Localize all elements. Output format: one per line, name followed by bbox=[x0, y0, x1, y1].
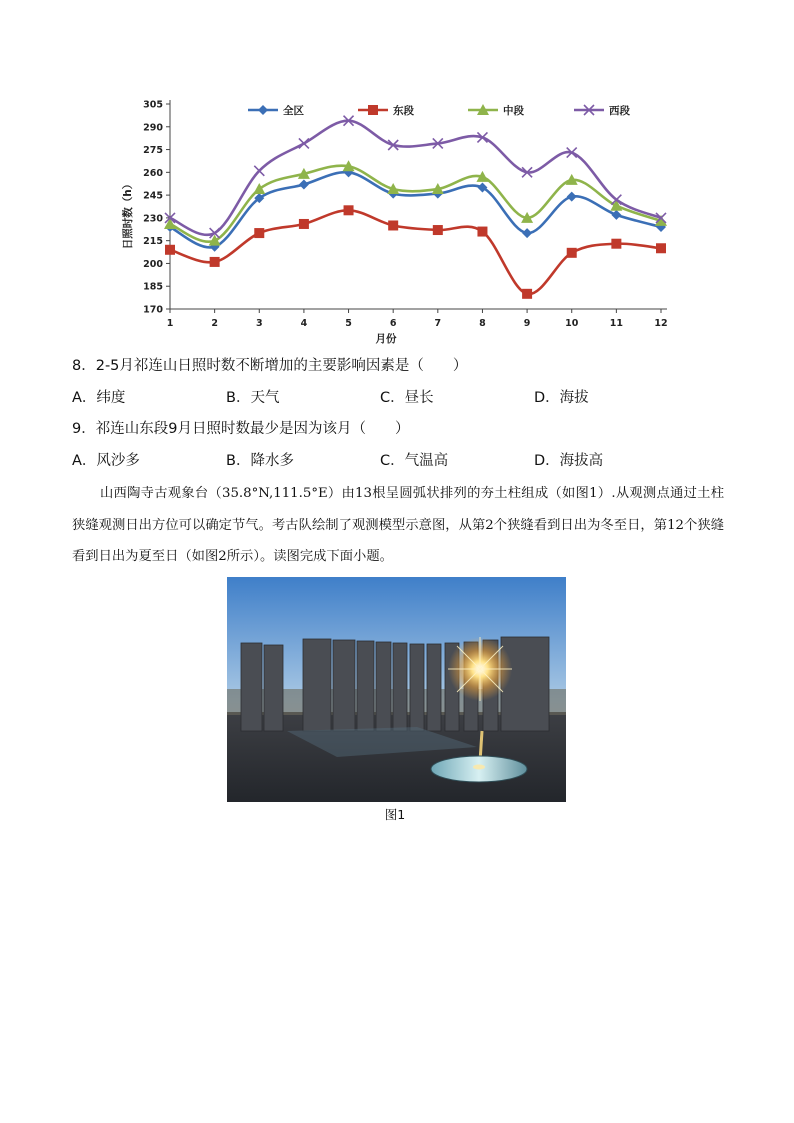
y-tick-label: 305 bbox=[143, 99, 163, 111]
legend-label-west: 西段 bbox=[609, 105, 630, 117]
x-axis-label: 月份 bbox=[375, 333, 397, 345]
x-tick-label: 12 bbox=[654, 318, 668, 329]
q9-option-c[interactable]: C．气温高 bbox=[380, 453, 449, 469]
q8-option-a[interactable]: A．纬度 bbox=[72, 390, 126, 406]
q8-option-b[interactable]: B．天气 bbox=[226, 390, 280, 406]
y-tick-label: 275 bbox=[143, 145, 163, 157]
chart-axes bbox=[143, 100, 667, 330]
legend-marker-all bbox=[258, 105, 268, 115]
legend-label-east: 东段 bbox=[393, 105, 414, 117]
legend-label-middle: 中段 bbox=[503, 105, 524, 117]
series-line-east bbox=[170, 210, 661, 294]
x-tick-label: 9 bbox=[523, 318, 531, 329]
y-tick-label: 260 bbox=[143, 167, 163, 179]
y-tick-label: 245 bbox=[143, 190, 163, 202]
x-tick-label: 8 bbox=[479, 318, 486, 329]
data-point-east bbox=[567, 248, 577, 258]
data-point-east bbox=[344, 205, 354, 215]
q9-option-b[interactable]: B．降水多 bbox=[226, 453, 294, 469]
x-tick-label: 2 bbox=[211, 318, 218, 329]
data-point-west bbox=[299, 138, 309, 148]
data-point-east bbox=[299, 219, 309, 229]
q8-option-d[interactable]: D．海拔 bbox=[534, 390, 589, 406]
y-tick-label: 215 bbox=[143, 236, 163, 248]
data-point-all bbox=[522, 228, 532, 238]
passage-taosi-observatory: 山西陶寺古观象台（35.8°N,111.5°E）由13根呈圆弧状排列的夯土柱组成（如图1）.从观测点通过土柱狭缝观测日出方位可以确定节气。考古队绘制了观测模型示意图，从第2个狭缝看到日出为冬至日，第12个狭缝看到日出为夏至日（如图2所示）。读图完成下面小题。 bbox=[72, 486, 724, 564]
data-point-all bbox=[611, 210, 621, 220]
x-tick-label: 3 bbox=[255, 318, 263, 329]
x-tick-label: 10 bbox=[565, 318, 579, 329]
question-9-stem: 9．祁连山东段9月日照时数最少是因为该月（ ） bbox=[72, 421, 410, 437]
data-point-east bbox=[165, 245, 175, 255]
data-point-east bbox=[254, 228, 264, 238]
data-point-east bbox=[388, 220, 398, 230]
q9-option-d[interactable]: D．海拔高 bbox=[534, 453, 604, 469]
data-point-all bbox=[567, 192, 577, 202]
q8-option-c[interactable]: C．昼长 bbox=[380, 390, 434, 406]
question-8-stem: 8．2-5月祁连山日照时数不断增加的主要影响因素是（ ） bbox=[72, 358, 468, 374]
legend-label-all: 全区 bbox=[283, 105, 304, 117]
data-point-west bbox=[254, 166, 264, 176]
chart-series-lines bbox=[164, 116, 667, 299]
x-tick-label: 4 bbox=[300, 318, 308, 329]
data-point-east bbox=[210, 257, 220, 267]
data-point-east bbox=[433, 225, 443, 235]
x-tick-label: 7 bbox=[434, 318, 442, 329]
legend-marker-east bbox=[368, 105, 378, 115]
q9-option-a[interactable]: A．风沙多 bbox=[72, 453, 140, 469]
y-tick-label: 200 bbox=[143, 258, 163, 270]
data-point-east bbox=[656, 243, 666, 253]
x-tick-label: 1 bbox=[166, 318, 174, 329]
x-tick-label: 5 bbox=[345, 318, 352, 329]
y-axis-label: 日照时数（h） bbox=[122, 178, 134, 250]
data-point-east bbox=[522, 289, 532, 299]
data-point-east bbox=[611, 239, 621, 249]
x-tick-label: 11 bbox=[609, 318, 623, 329]
y-tick-label: 185 bbox=[143, 281, 163, 293]
figure-1-observatory-photo bbox=[227, 577, 566, 802]
figure-1-caption: 图1 bbox=[384, 807, 406, 822]
y-tick-label: 290 bbox=[143, 122, 163, 134]
y-tick-label: 230 bbox=[143, 213, 163, 225]
y-tick-label: 170 bbox=[143, 304, 163, 316]
x-tick-label: 6 bbox=[389, 318, 397, 329]
chart-legend bbox=[248, 104, 630, 117]
data-point-east bbox=[477, 227, 487, 237]
data-point-all bbox=[299, 179, 309, 189]
series-line-west bbox=[170, 121, 661, 235]
sunshine-hours-line-chart bbox=[118, 92, 678, 348]
series-line-middle bbox=[170, 166, 661, 242]
